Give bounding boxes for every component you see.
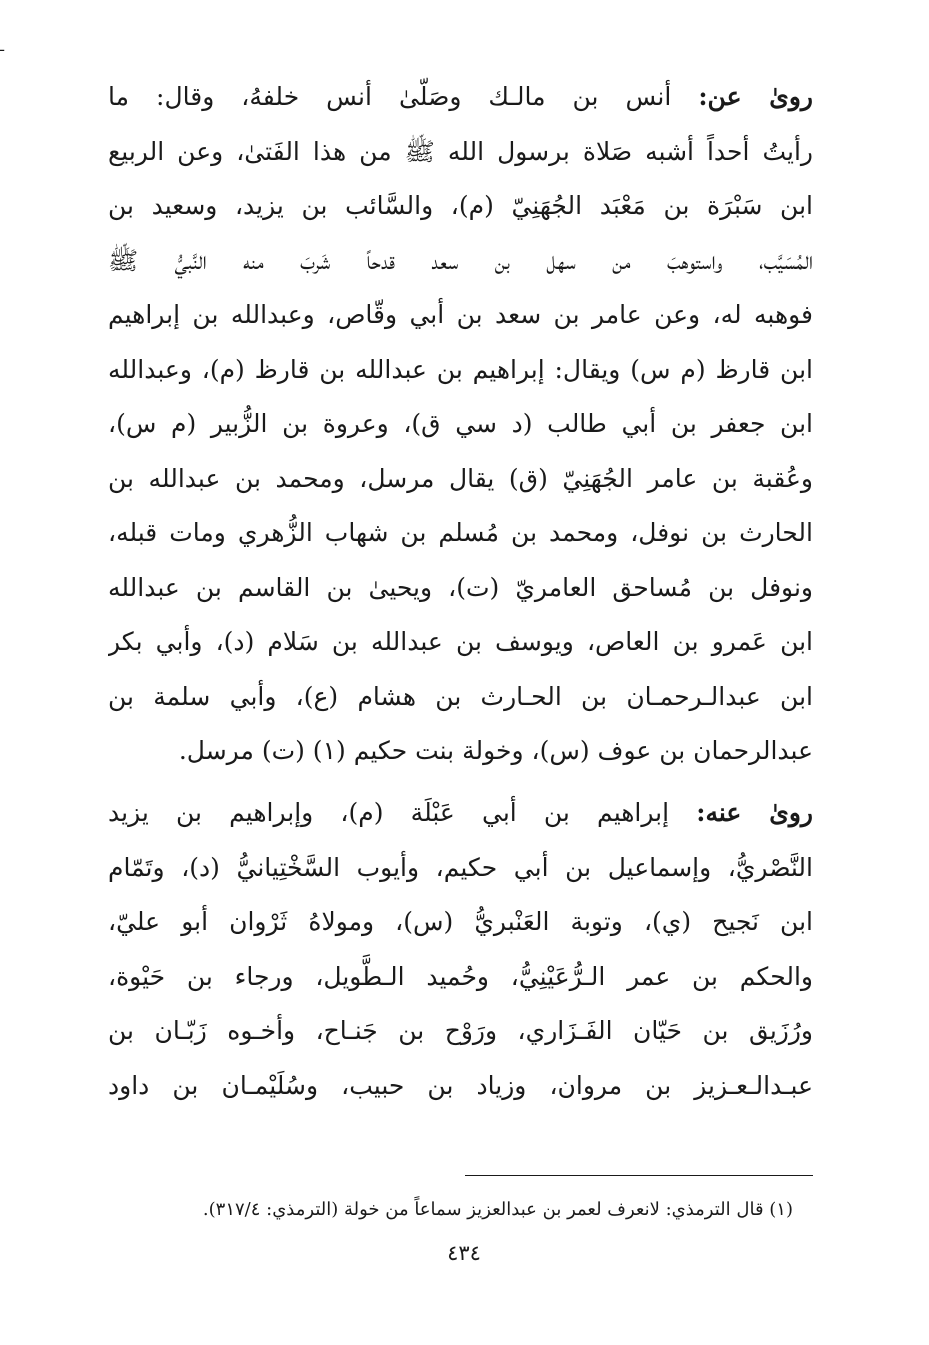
text-line [108,786,813,841]
text-line: فوهبه له، وعن عامر بن سعد بن أبي وقّاص، وعبدالله بن إبراهيم [108,300,813,329]
page-edge-mark: ـ [0,40,5,54]
text-line: رأيتُ أحداً أشبه صَلاة برسول الله ﷺ من هذا الفَتىٰ، وعن الربيع [108,136,813,166]
text-line-content: أنس بن مالـك وصَلّىٰ أنس خلفهُ، وقال: ما [108,82,699,111]
text-line: ابن عبدالـرحمـان بن الحـارث بن هشام (ع)، وأبي سلمة بن [108,681,813,711]
text-line: المُسَيَّب، واستوهبَ من سهل بن سعد قدحاً شَربَ منه النَّبيُّ ﷺ [108,245,813,275]
text-line: ابن جعفر بن أبي طالب (د سي ق)، وعروة بن الزُّبير (م س)، [108,409,813,438]
text-line: الحارث بن نوفل، ومحمد بن مُسلم بن شهاب الزُّهري ومات قبله، [108,518,813,547]
text-line: النَّصْريُّ، وإسماعيل بن أبي حكيم، وأيوب السَّخْتِيانيُّ (د)، وتَمّام [108,852,813,882]
text-line: ابن سَبْرَة بن مَعْبَد الجُهَنِيّ (م)، والسَّائب بن يزيد، وسعيد بن [108,191,813,220]
page-number: ٤٣٤ [447,1241,481,1265]
text-line: ابن عَمرو بن العاص، ويوسف بن عبدالله بن سَلام (د)، وأبي بكر [108,627,813,656]
text-line: والحكم بن عمر الـرُّعَيْنِيُّ، وحُميد الـطَّويل، ورجاء بن حَيْوة، [108,961,813,991]
footnote: (١) قال الترمذي: لانعرف لعمر بن عبدالعزيز سماعاً من خولة (الترمذي: ٣١٧/٤). [202,1199,793,1220]
text-line: ونوفل بن مُساحق العامريّ (ت)، ويحيىٰ بن القاسم بن عبدالله [108,572,813,602]
text-line: وعُقبة بن عامر الجُهَنِيّ (ق) يقال مرسل، ومحمد بن عبدالله بن [108,463,813,493]
narrated-by-section [108,786,813,1113]
text-line: عبـدالـعـزيز بن مروان، وزياد بن حبيب، وسُلَيْمـان بن داود [108,1070,813,1100]
text-line [108,70,813,125]
section-heading: روىٰ عن: [698,82,813,111]
text-line-content: إبراهيم بن أبي عَبْلَة (م)، وإبراهيم بن يزيد [108,798,697,827]
text-line: ابن نَجيح (ي)، وتوبة العَنْبريُّ (س)، ومولاهُ ثَرْوان أبو عليّ، [108,907,813,936]
section-heading: روىٰ عنه: [696,798,813,827]
narrated-from-section [108,70,813,779]
text-line: ابن قارظ (م س) ويقال: إبراهيم بن عبدالله بن قارظ (م)، وعبدالله [108,354,813,384]
text-line: عبدالرحمان بن عوف (س)، وخولة بنت حكيم (١) (ت) مرسل. [178,736,813,765]
footnote-divider [465,1175,813,1176]
text-line: ورُزَيق بن حَيّان الفَـزَاري، ورَوْح بن جَنـاح، وأخـوه زَبّـان بن [108,1016,813,1045]
